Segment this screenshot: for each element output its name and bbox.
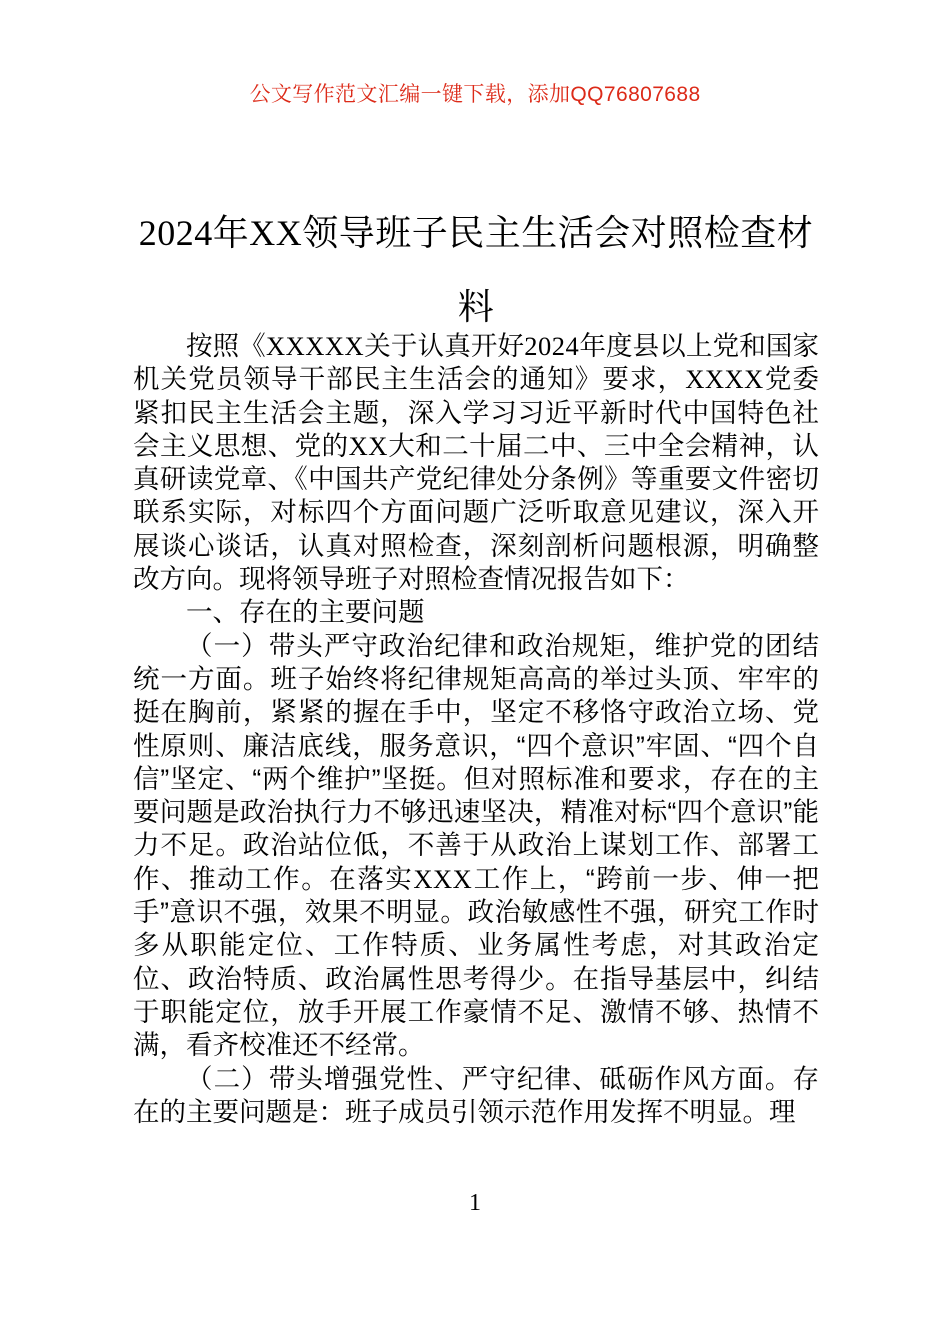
title-second-line: 材料 [457,212,814,328]
intro-seg-4: 党委紧扣民主生活会主题，深入学习习近平新时代中国特色社会主义思想、党的 [133,364,820,461]
intro-placeholder-2: XXXX [685,364,764,395]
intro-placeholder-3: XX [348,430,388,461]
paragraph-item-one [133,630,819,1063]
intro-seg-5: 大和二十届二中、三中全会精神，认真研读党章、《中国共产党纪律处分条例》等重要文件密切联系实际，对标四个方面问题广泛听取意见建议，深入开展谈心谈话，认真对照检查，深刻剖析问题根源，明确整改方向。现将领导班子对照检查情况报告如下： [133,430,820,595]
title-year-unit: 年 [212,212,250,254]
item-one-placeholder: XXX [413,863,473,894]
paragraph-item-two: （二）带头增强党性、严守纪律、砥砺作风方面。存在的主要问题是：班子成员引领示范作用发挥不明显。理 [133,1063,819,1127]
promo-header-text: 公文写作范文汇编一键下载，添加QQ76807688 [249,83,701,106]
footer-page-number: 1 [469,1190,481,1216]
section-heading-one: 一、存在的主要问题 [186,597,425,628]
page-title [133,196,819,343]
document-body [133,330,819,1129]
intro-placeholder-1: XXXXX [265,331,365,361]
title-year: 2024 [138,213,213,254]
paragraph-intro [133,330,819,596]
intro-seg-2: 关于认真开好 [364,331,525,361]
intro-seg-1: 按照《 [186,331,266,361]
item-one-seg-1: （一）带头严守政治纪律和政治规矩，维护党的团结统一方面。班子始终将纪律规矩高高的举过头顶、牢牢的挺在胸前，紧紧的握在手中，坚定不移恪守政治立场、党性原则、廉洁底线，服务意识，“四个意识”牢固、“四个自信”坚定、“两个维护”坚挺。但对照标准和要求，存在的主要问题是政治执行力不够迅速坚决，精准对标“四个意识”能力不足。政治站位低，不善于从政治上谋划工作、部署工作、推动工作。在落实 [133,630,819,894]
item-one-seg-2: 工作上，“跨前一步、伸一把手”意识不强，效果不明显。政治敏感性不强，研究工作时多从职能定位、工作特质、业务属性考虑，对其政治定位、政治特质、政治属性思考得少。在指导基层中，纠结于职能定位，放手开展工作豪情不足、激情不够、热情不满，看齐校准还不经常。 [133,863,819,1061]
intro-year: 2024 [524,331,580,361]
title-placeholder-xx: XX [249,213,303,254]
title-main-text: 领导班子民主生活会对照检查 [302,212,777,254]
intro-seg-3: 年度县以上党和国家机关党员领导干部民主生活会的通知》要求， [133,331,820,395]
